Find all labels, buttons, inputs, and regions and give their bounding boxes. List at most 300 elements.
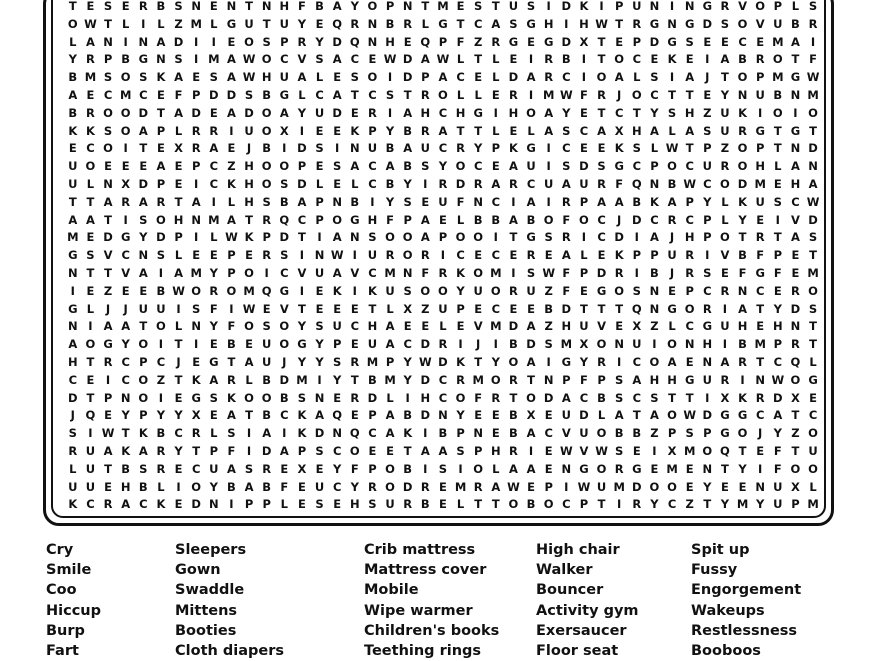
grid-letter: I <box>88 319 93 334</box>
grid-letter: P <box>650 248 659 263</box>
word-item: Wakeups <box>691 602 765 619</box>
grid-letter: A <box>385 426 395 441</box>
grid-letter: P <box>579 194 589 209</box>
grid-letter: E <box>350 105 359 120</box>
grid-letter: E <box>157 141 165 156</box>
grid-letter: B <box>368 372 377 387</box>
grid-letter: C <box>86 141 95 156</box>
grid-letter: O <box>438 283 448 298</box>
grid-letter: D <box>596 265 607 280</box>
grid-letter: I <box>458 461 463 476</box>
grid-letter: C <box>491 194 501 209</box>
grid-letter: S <box>808 301 818 316</box>
grid-letter: J <box>669 265 675 280</box>
grid-letter: Y <box>456 408 465 423</box>
grid-letter: B <box>279 194 289 209</box>
grid-letter: E <box>527 34 535 49</box>
grid-letter: K <box>68 123 78 138</box>
grid-letter: E <box>280 461 289 476</box>
grid-letter: C <box>544 426 553 441</box>
grid-letter: O <box>737 16 748 31</box>
grid-letter: N <box>103 34 113 49</box>
grid-letter: E <box>580 141 588 156</box>
grid-letter: E <box>544 461 553 476</box>
grid-letter: U <box>244 123 254 138</box>
grid-letter: O <box>244 34 254 49</box>
grid-letter: R <box>68 443 78 458</box>
grid-letter: O <box>720 176 730 191</box>
grid-letter: T <box>491 497 500 512</box>
grid-letter: T <box>773 141 782 156</box>
grid-letter: A <box>526 354 536 369</box>
grid-letter: U <box>667 248 677 263</box>
grid-letter: S <box>474 0 483 13</box>
grid-letter: E <box>121 0 130 13</box>
grid-letter: E <box>368 443 377 458</box>
grid-letter: R <box>86 52 95 67</box>
grid-letter: G <box>649 16 660 31</box>
grid-letter: E <box>632 443 641 458</box>
grid-letter: E <box>756 319 765 334</box>
grid-letter: N <box>755 372 765 387</box>
grid-letter: T <box>298 301 306 316</box>
grid-letter: X <box>667 443 677 458</box>
grid-letter: T <box>809 337 817 352</box>
grid-letter: I <box>564 16 569 31</box>
grid-letter: T <box>597 497 606 512</box>
grid-letter: O <box>614 52 625 67</box>
grid-letter: R <box>720 0 730 13</box>
grid-letter: T <box>721 70 729 85</box>
grid-letter: T <box>121 426 130 441</box>
grid-letter: Z <box>703 105 712 120</box>
grid-letter: U <box>755 194 765 209</box>
grid-letter: B <box>773 87 783 102</box>
grid-letter: S <box>385 87 395 102</box>
grid-letter: A <box>561 390 571 405</box>
grid-letter: P <box>103 52 113 67</box>
grid-letter: W <box>84 16 97 31</box>
grid-letter: E <box>86 87 95 102</box>
grid-letter: O <box>702 443 713 458</box>
grid-letter: H <box>508 105 519 120</box>
grid-letter: G <box>702 319 713 334</box>
grid-letter: R <box>720 159 730 174</box>
grid-letter: I <box>617 497 622 512</box>
grid-letter: T <box>174 337 183 352</box>
grid-letter: H <box>667 372 677 387</box>
grid-letter: H <box>279 0 290 13</box>
grid-letter: B <box>403 123 413 138</box>
grid-letter: C <box>773 354 783 369</box>
grid-letter: G <box>579 461 589 476</box>
grid-letter: J <box>176 354 181 369</box>
grid-letter: A <box>103 319 113 334</box>
grid-letter: A <box>385 408 395 423</box>
grid-letter: N <box>402 0 413 13</box>
grid-letter: Y <box>403 372 412 387</box>
grid-letter: Z <box>103 283 113 298</box>
grid-letter: M <box>560 337 573 352</box>
grid-letter: B <box>561 52 571 67</box>
grid-letter: C <box>121 354 130 369</box>
grid-letter: Q <box>261 283 272 298</box>
grid-letter: Y <box>579 354 589 369</box>
grid-letter: D <box>526 337 536 352</box>
grid-letter: B <box>632 426 642 441</box>
grid-letter: C <box>650 87 659 102</box>
grid-letter: L <box>86 176 95 191</box>
grid-letter: Y <box>456 283 465 298</box>
grid-letter: I <box>123 34 128 49</box>
grid-letter: W <box>771 372 785 387</box>
grid-letter: R <box>191 141 201 156</box>
grid-letter: L <box>809 354 817 369</box>
grid-letter: N <box>614 337 624 352</box>
grid-letter: E <box>245 248 253 263</box>
grid-letter: P <box>385 0 395 13</box>
grid-letter: P <box>385 354 395 369</box>
grid-letter: F <box>809 52 817 67</box>
grid-letter: T <box>157 105 165 120</box>
grid-letter: O <box>244 319 254 334</box>
grid-letter: S <box>68 426 77 441</box>
grid-letter: F <box>562 212 571 227</box>
grid-letter: T <box>86 265 95 280</box>
grid-letter: Y <box>773 301 782 316</box>
grid-letter: T <box>597 105 606 120</box>
grid-letter: H <box>773 319 783 334</box>
grid-letter: R <box>385 248 395 263</box>
grid-letter: T <box>86 354 95 369</box>
grid-letter: R <box>156 194 166 209</box>
grid-letter: M <box>754 176 766 191</box>
grid-row <box>64 87 822 105</box>
grid-letter: F <box>280 479 289 494</box>
grid-letter: R <box>262 212 272 227</box>
grid-letter: O <box>755 0 766 13</box>
grid-letter: V <box>297 265 307 280</box>
grid-letter: G <box>438 16 448 31</box>
grid-letter: C <box>685 319 694 334</box>
grid-letter: A <box>191 194 201 209</box>
grid-letter: P <box>703 212 712 227</box>
grid-letter: L <box>245 372 253 387</box>
grid-letter: U <box>702 372 712 387</box>
grid-letter: S <box>632 283 641 298</box>
grid-letter: C <box>491 248 501 263</box>
grid-letter: T <box>738 230 747 245</box>
grid-letter: A <box>597 194 607 209</box>
grid-letter: C <box>368 426 377 441</box>
grid-letter: E <box>721 479 729 494</box>
grid-letter: S <box>685 426 694 441</box>
grid-letter: E <box>650 461 659 476</box>
grid-letter: U <box>579 176 589 191</box>
grid-letter: B <box>138 479 148 494</box>
grid-letter: A <box>491 479 501 494</box>
grid-letter: L <box>421 16 429 31</box>
grid-letter: U <box>68 176 78 191</box>
grid-letter: N <box>649 0 660 13</box>
grid-letter: Q <box>85 408 96 423</box>
grid-letter: O <box>279 159 290 174</box>
grid-letter: G <box>614 159 624 174</box>
grid-letter: V <box>279 301 289 316</box>
grid-letter: A <box>262 426 272 441</box>
grid-letter: G <box>526 16 536 31</box>
grid-letter: C <box>368 159 377 174</box>
grid-letter: C <box>632 354 642 369</box>
grid-letter: R <box>191 123 201 138</box>
grid-letter: L <box>456 497 465 512</box>
grid-letter: A <box>279 105 289 120</box>
grid-letter: D <box>543 390 554 405</box>
grid-letter: Y <box>121 408 130 423</box>
grid-letter: T <box>791 52 800 67</box>
grid-letter: K <box>226 390 236 405</box>
grid-letter: I <box>722 337 728 352</box>
grid-letter: T <box>192 443 201 458</box>
grid-letter: O <box>85 337 96 352</box>
grid-letter: A <box>597 123 607 138</box>
grid-letter: O <box>490 283 501 298</box>
grid-letter: I <box>722 301 728 316</box>
grid-letter: H <box>455 105 466 120</box>
grid-letter: P <box>773 337 783 352</box>
grid-letter: L <box>86 301 95 316</box>
grid-letter: G <box>667 34 677 49</box>
grid-letter: S <box>438 461 448 476</box>
grid-letter: K <box>738 390 748 405</box>
grid-letter: L <box>650 141 659 156</box>
grid-letter: K <box>244 230 254 245</box>
grid-letter: E <box>227 34 236 49</box>
grid-row <box>64 16 822 34</box>
grid-letter: I <box>282 426 287 441</box>
grid-letter: G <box>350 212 360 227</box>
grid-letter: I <box>246 426 252 441</box>
grid-letter: I <box>493 337 498 352</box>
grid-letter: Y <box>720 497 730 512</box>
grid-letter: K <box>297 426 307 441</box>
grid-letter: D <box>808 141 818 156</box>
grid-letter: E <box>791 248 800 263</box>
grid-letter: M <box>190 265 202 280</box>
grid-letter: P <box>403 212 412 227</box>
grid-letter: A <box>138 265 148 280</box>
grid-letter: A <box>526 70 536 85</box>
grid-row <box>64 158 822 176</box>
grid-letter: X <box>191 408 201 423</box>
grid-letter: I <box>299 283 305 298</box>
grid-letter: N <box>367 34 378 49</box>
grid-letter: E <box>439 479 447 494</box>
grid-letter: I <box>423 176 428 191</box>
grid-letter: O <box>473 265 484 280</box>
grid-letter: N <box>790 141 801 156</box>
grid-letter: C <box>738 34 747 49</box>
word-list <box>0 540 880 660</box>
grid-letter: I <box>158 265 164 280</box>
grid-letter: Y <box>756 497 765 512</box>
grid-letter: D <box>191 105 201 120</box>
grid-letter: U <box>755 87 765 102</box>
grid-letter: Y <box>333 461 342 476</box>
grid-letter: A <box>226 212 236 227</box>
grid-letter: L <box>351 176 359 191</box>
grid-letter: P <box>579 265 589 280</box>
grid-letter: C <box>614 105 624 120</box>
grid-letter: P <box>139 354 148 369</box>
grid-letter: D <box>579 408 589 423</box>
grid-letter: A <box>526 461 536 476</box>
grid-letter: I <box>652 443 657 458</box>
grid-letter: D <box>632 479 642 494</box>
grid-letter: P <box>562 372 571 387</box>
grid-letter: V <box>121 265 131 280</box>
grid-letter: G <box>209 354 219 369</box>
grid-letter: P <box>614 0 624 13</box>
grid-letter: O <box>349 443 360 458</box>
grid-letter: Y <box>738 461 747 476</box>
grid-letter: A <box>174 70 184 85</box>
grid-letter: E <box>403 34 412 49</box>
grid-letter: M <box>736 497 749 512</box>
grid-letter: J <box>123 301 128 316</box>
grid-letter: E <box>350 408 359 423</box>
grid-letter: C <box>86 497 95 512</box>
grid-letter: E <box>791 265 800 280</box>
grid-letter: Z <box>474 34 483 49</box>
word-column-1 <box>46 540 101 661</box>
grid-letter: C <box>667 497 677 512</box>
word-item: High chair <box>536 542 620 558</box>
grid-letter: I <box>299 123 305 138</box>
grid-letter: M <box>454 479 467 494</box>
grid-letter: E <box>174 497 183 512</box>
grid-letter: C <box>280 52 289 67</box>
grid-letter: M <box>807 87 819 102</box>
grid-letter: V <box>755 16 765 31</box>
grid-letter: O <box>156 212 166 227</box>
grid-letter: W <box>101 426 115 441</box>
grid-letter: A <box>738 301 748 316</box>
grid-letter: O <box>526 105 536 120</box>
grid-letter: R <box>509 443 518 458</box>
grid-letter: E <box>721 34 729 49</box>
word-column-5 <box>691 540 801 661</box>
grid-letter: S <box>156 248 166 263</box>
grid-letter: A <box>403 141 413 156</box>
grid-letter: I <box>617 354 622 369</box>
grid-letter: Y <box>297 105 307 120</box>
grid-letter: W <box>577 479 591 494</box>
grid-letter: G <box>790 70 801 85</box>
grid-letter: P <box>368 123 377 138</box>
grid-letter: T <box>456 123 465 138</box>
grid-letter: D <box>402 70 413 85</box>
grid-letter: N <box>314 390 325 405</box>
grid-letter: P <box>579 497 589 512</box>
grid-letter: A <box>544 123 554 138</box>
grid-letter: C <box>368 265 377 280</box>
grid-letter: Y <box>738 212 747 227</box>
grid-row <box>64 140 822 158</box>
word-item: Activity gym <box>536 602 639 619</box>
grid-letter: D <box>68 390 78 405</box>
grid-letter: M <box>67 230 79 245</box>
grid-letter: Q <box>720 443 730 458</box>
grid-letter: A <box>226 461 236 476</box>
grid-letter: T <box>227 354 236 369</box>
grid-letter: A <box>138 123 148 138</box>
grid-letter: G <box>755 265 765 280</box>
grid-letter: C <box>562 70 571 85</box>
grid-letter: C <box>526 176 536 191</box>
grid-letter: N <box>702 461 713 476</box>
word-item: Walker <box>536 562 593 579</box>
grid-letter: J <box>617 87 622 102</box>
grid-letter: T <box>773 230 782 245</box>
grid-letter: S <box>103 123 113 138</box>
grid-letter: B <box>68 105 78 120</box>
grid-letter: I <box>493 105 498 120</box>
grid-letter: C <box>297 212 307 227</box>
grid-letter: A <box>103 443 113 458</box>
grid-letter: E <box>86 283 95 298</box>
grid-letter: T <box>104 461 112 476</box>
grid-letter: C <box>491 301 501 316</box>
grid-letter: U <box>508 0 519 13</box>
grid-letter: B <box>509 337 518 352</box>
grid-letter: C <box>473 16 483 31</box>
grid-letter: E <box>491 408 500 423</box>
grid-letter: P <box>421 70 430 85</box>
grid-letter: U <box>579 319 589 334</box>
grid-letter: U <box>279 16 289 31</box>
grid-letter: A <box>403 105 413 120</box>
grid-letter: S <box>562 123 571 138</box>
grid-letter: G <box>68 301 78 316</box>
grid-letter: A <box>279 443 289 458</box>
grid-letter: K <box>667 52 677 67</box>
grid-letter: L <box>210 426 218 441</box>
grid-letter: Z <box>650 426 659 441</box>
grid-letter: I <box>810 34 816 49</box>
grid-letter: U <box>68 479 78 494</box>
grid-letter: Y <box>297 319 307 334</box>
grid-letter: C <box>139 497 148 512</box>
grid-letter: C <box>350 52 360 67</box>
grid-letter: J <box>617 212 622 227</box>
grid-letter: W <box>242 301 256 316</box>
grid-letter: O <box>455 230 466 245</box>
grid-row <box>64 0 822 16</box>
grid-letter: E <box>86 372 95 387</box>
grid-letter: R <box>526 248 536 263</box>
grid-letter: P <box>755 141 765 156</box>
grid-letter: N <box>667 16 677 31</box>
grid-letter: T <box>86 194 95 209</box>
grid-letter: I <box>141 16 146 31</box>
grid-letter: C <box>632 390 642 405</box>
grid-letter: E <box>650 52 659 67</box>
grid-letter: I <box>105 372 111 387</box>
grid-letter: P <box>280 34 289 49</box>
grid-letter: H <box>350 497 360 512</box>
grid-letter: D <box>420 337 431 352</box>
